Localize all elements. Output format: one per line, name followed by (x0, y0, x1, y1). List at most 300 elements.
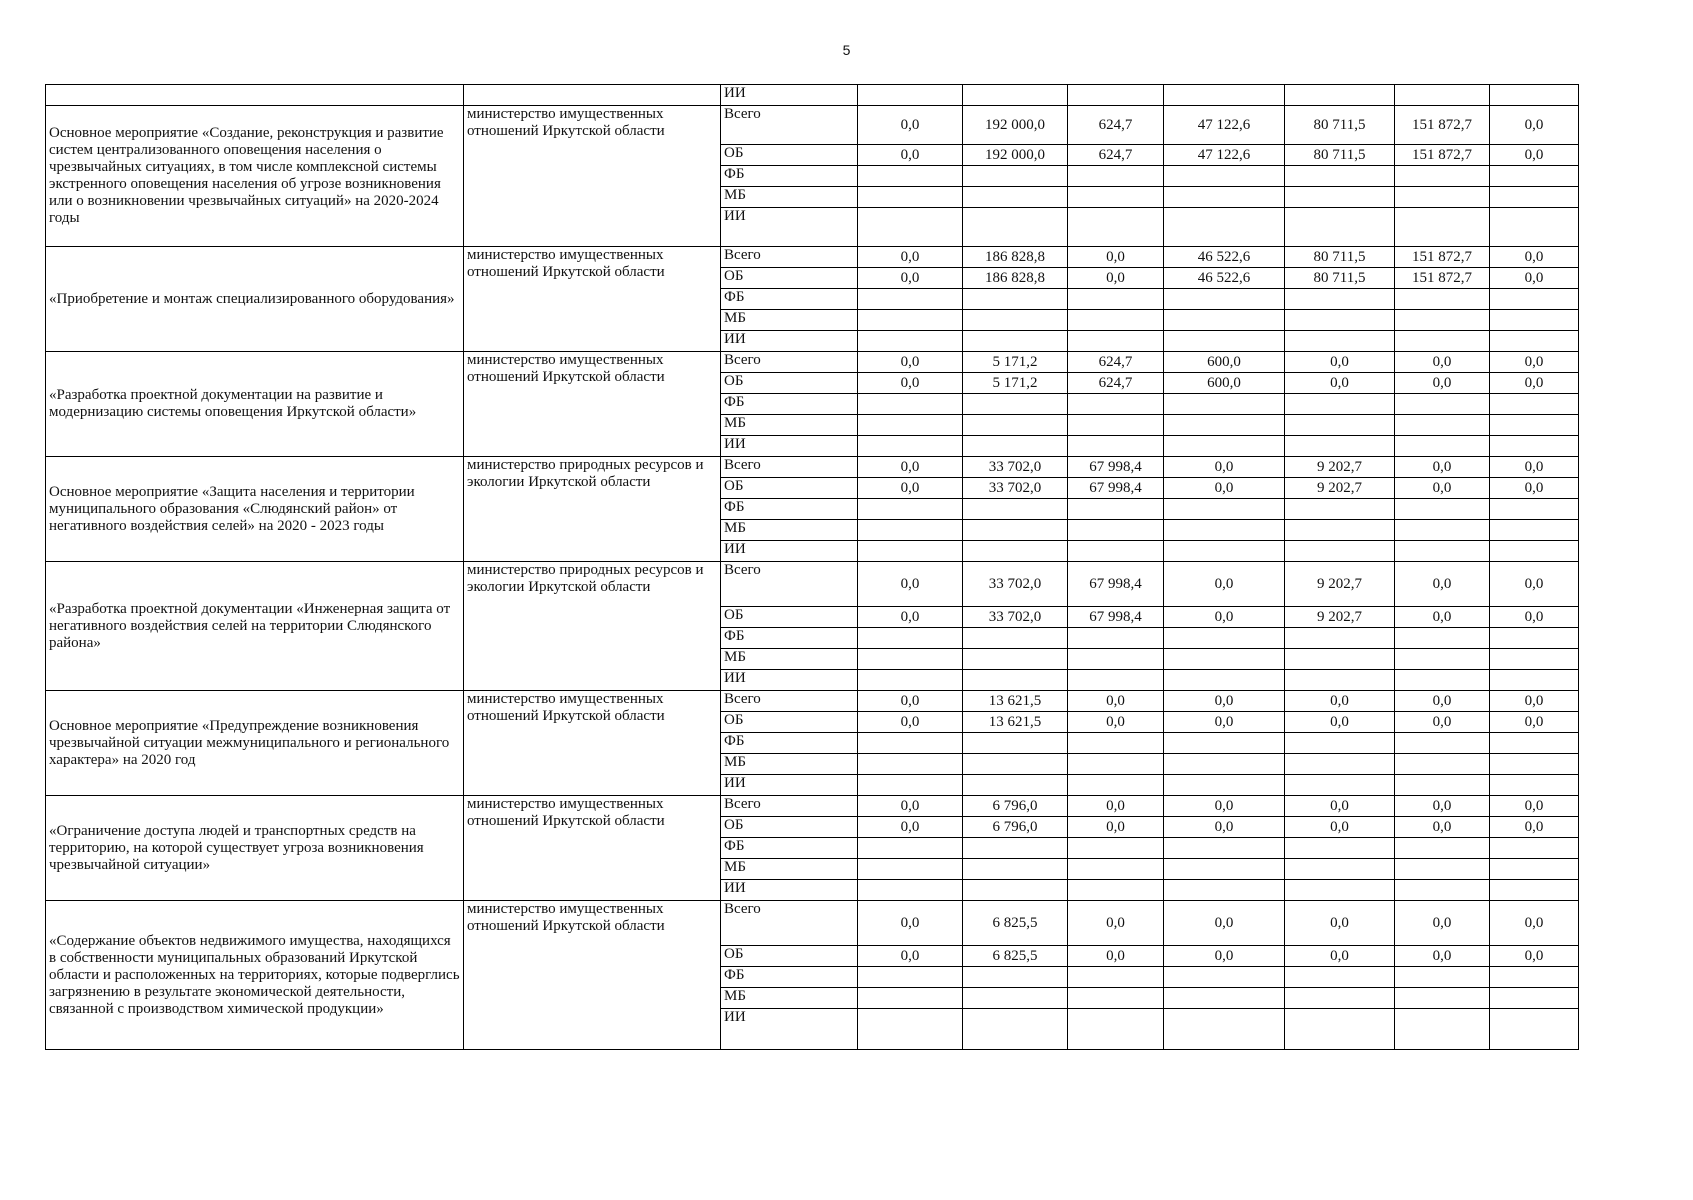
amount-cell (858, 331, 963, 352)
amount-cell (1395, 436, 1490, 457)
amount-cell (1490, 394, 1579, 415)
amount-cell (1285, 187, 1395, 208)
amount-cell (1068, 880, 1164, 901)
amount-cell (963, 859, 1068, 880)
amount-cell (963, 670, 1068, 691)
funding-source-cell: ИИ (721, 880, 858, 901)
amount-cell: 9 202,7 (1285, 607, 1395, 628)
amount-cell: 0,0 (1068, 946, 1164, 967)
funding-source-cell: Всего (721, 691, 858, 712)
amount-cell (1068, 436, 1164, 457)
amount-cell: 0,0 (1285, 352, 1395, 373)
amount-cell: 0,0 (1164, 607, 1285, 628)
amount-cell (1164, 208, 1285, 247)
amount-cell: 0,0 (1490, 712, 1579, 733)
amount-cell: 0,0 (1068, 712, 1164, 733)
amount-cell: 0,0 (1164, 691, 1285, 712)
amount-cell (1164, 499, 1285, 520)
amount-cell: 6 825,5 (963, 901, 1068, 946)
amount-cell (963, 208, 1068, 247)
budget-table (45, 84, 1579, 1050)
amount-cell: 0,0 (858, 268, 963, 289)
executor-cell: министерство имущественных отношений Иркутской области (464, 247, 721, 352)
amount-cell (1490, 859, 1579, 880)
amount-cell (858, 967, 963, 988)
amount-cell (1068, 415, 1164, 436)
amount-cell: 80 711,5 (1285, 268, 1395, 289)
amount-cell (963, 289, 1068, 310)
amount-cell (1164, 733, 1285, 754)
amount-cell (1285, 310, 1395, 331)
funding-source-cell: Всего (721, 247, 858, 268)
funding-source-cell: ИИ (721, 208, 858, 247)
amount-cell: 33 702,0 (963, 562, 1068, 607)
amount-cell (963, 436, 1068, 457)
amount-cell (963, 988, 1068, 1009)
amount-cell: 624,7 (1068, 373, 1164, 394)
amount-cell (1490, 754, 1579, 775)
funding-source-cell: Всего (721, 457, 858, 478)
funding-source-cell: ОБ (721, 145, 858, 166)
amount-cell: 0,0 (1395, 457, 1490, 478)
amount-cell (1068, 541, 1164, 562)
amount-cell: 192 000,0 (963, 145, 1068, 166)
funding-source-cell: ИИ (721, 775, 858, 796)
amount-cell: 0,0 (1164, 946, 1285, 967)
funding-source-cell: ИИ (721, 436, 858, 457)
amount-cell (1285, 775, 1395, 796)
amount-cell: 0,0 (858, 796, 963, 817)
amount-cell (1164, 628, 1285, 649)
executor-cell: министерство имущественных отношений Иркутской области (464, 352, 721, 457)
amount-cell (1395, 838, 1490, 859)
amount-cell: 0,0 (1490, 901, 1579, 946)
amount-cell: 0,0 (1490, 457, 1579, 478)
amount-cell: 0,0 (858, 691, 963, 712)
amount-cell (1068, 859, 1164, 880)
amount-cell (858, 1009, 963, 1050)
amount-cell: 0,0 (1490, 106, 1579, 145)
amount-cell (1395, 775, 1490, 796)
amount-cell: 0,0 (1395, 946, 1490, 967)
amount-cell (858, 838, 963, 859)
funding-source-cell: ФБ (721, 499, 858, 520)
amount-cell (1285, 166, 1395, 187)
amount-cell: 0,0 (858, 946, 963, 967)
funding-source-cell: МБ (721, 649, 858, 670)
amount-cell: 0,0 (1285, 373, 1395, 394)
amount-cell (858, 208, 963, 247)
amount-cell (1164, 541, 1285, 562)
amount-cell: 0,0 (1068, 796, 1164, 817)
amount-cell (858, 85, 963, 106)
amount-cell: 0,0 (1395, 562, 1490, 607)
amount-cell: 80 711,5 (1285, 247, 1395, 268)
amount-cell (1068, 838, 1164, 859)
amount-cell (1490, 187, 1579, 208)
amount-cell (963, 733, 1068, 754)
amount-cell (1068, 754, 1164, 775)
amount-cell (963, 166, 1068, 187)
amount-cell (1395, 331, 1490, 352)
amount-cell (963, 967, 1068, 988)
amount-cell: 624,7 (1068, 352, 1164, 373)
amount-cell (1164, 967, 1285, 988)
amount-cell (1490, 289, 1579, 310)
amount-cell: 0,0 (1395, 373, 1490, 394)
event-name-cell: «Разработка проектной документации «Инженерная защита от негативного воздействия селей на территории Слюдянского района» (46, 562, 464, 691)
event-name-cell: «Содержание объектов недвижимого имущества, находящихся в собственности муниципальных образований Иркутской области и расположенных на территориях, которые подверглись загрязнению в результате экономической деятельности, связанной с производством химической продукции» (46, 901, 464, 1050)
amount-cell: 67 998,4 (1068, 607, 1164, 628)
amount-cell (1395, 649, 1490, 670)
amount-cell: 600,0 (1164, 352, 1285, 373)
amount-cell: 0,0 (1285, 712, 1395, 733)
amount-cell: 47 122,6 (1164, 145, 1285, 166)
amount-cell (1395, 520, 1490, 541)
amount-cell (1395, 85, 1490, 106)
amount-cell (1490, 733, 1579, 754)
amount-cell (1395, 1009, 1490, 1050)
amount-cell: 0,0 (858, 106, 963, 145)
amount-cell: 0,0 (1164, 457, 1285, 478)
amount-cell (1285, 499, 1395, 520)
amount-cell: 0,0 (1490, 352, 1579, 373)
amount-cell (858, 775, 963, 796)
funding-source-cell: МБ (721, 520, 858, 541)
funding-source-cell: МБ (721, 859, 858, 880)
amount-cell (1068, 1009, 1164, 1050)
amount-cell (1285, 331, 1395, 352)
event-name-cell: Основное мероприятие «Защита населения и территории муниципального образования «Слюдянский район» от негативного воздействия селей» на 2020 - 2023 годы (46, 457, 464, 562)
amount-cell (1490, 775, 1579, 796)
table-row (46, 457, 1579, 478)
amount-cell (1068, 628, 1164, 649)
executor-cell: министерство имущественных отношений Иркутской области (464, 106, 721, 247)
funding-source-cell: ФБ (721, 628, 858, 649)
amount-cell: 0,0 (1490, 145, 1579, 166)
funding-source-cell: МБ (721, 988, 858, 1009)
amount-cell: 0,0 (1068, 817, 1164, 838)
amount-cell (1285, 628, 1395, 649)
amount-cell (1285, 415, 1395, 436)
amount-cell (963, 310, 1068, 331)
amount-cell (858, 628, 963, 649)
amount-cell: 0,0 (1164, 817, 1285, 838)
amount-cell (1164, 310, 1285, 331)
amount-cell (1068, 394, 1164, 415)
amount-cell: 13 621,5 (963, 712, 1068, 733)
amount-cell (1395, 859, 1490, 880)
executor-cell: министерство природных ресурсов и экологии Иркутской области (464, 457, 721, 562)
funding-source-cell: МБ (721, 754, 858, 775)
amount-cell: 0,0 (1395, 352, 1490, 373)
amount-cell (1068, 649, 1164, 670)
amount-cell (1164, 1009, 1285, 1050)
amount-cell (1068, 85, 1164, 106)
funding-source-cell: МБ (721, 187, 858, 208)
amount-cell (1490, 499, 1579, 520)
amount-cell: 33 702,0 (963, 457, 1068, 478)
amount-cell: 0,0 (1490, 796, 1579, 817)
amount-cell (1395, 880, 1490, 901)
amount-cell: 0,0 (1490, 946, 1579, 967)
event-name-cell (46, 85, 464, 106)
amount-cell (1490, 880, 1579, 901)
amount-cell: 0,0 (1395, 691, 1490, 712)
amount-cell (858, 394, 963, 415)
amount-cell (963, 880, 1068, 901)
amount-cell (1068, 310, 1164, 331)
amount-cell: 0,0 (858, 901, 963, 946)
table-row (46, 691, 1579, 712)
amount-cell (963, 754, 1068, 775)
amount-cell: 0,0 (858, 607, 963, 628)
amount-cell: 67 998,4 (1068, 457, 1164, 478)
amount-cell (1285, 670, 1395, 691)
amount-cell: 0,0 (1395, 607, 1490, 628)
amount-cell: 0,0 (1285, 796, 1395, 817)
amount-cell: 5 171,2 (963, 373, 1068, 394)
amount-cell: 0,0 (1490, 247, 1579, 268)
amount-cell: 600,0 (1164, 373, 1285, 394)
amount-cell (1285, 1009, 1395, 1050)
amount-cell (1490, 967, 1579, 988)
amount-cell (1490, 541, 1579, 562)
amount-cell: 624,7 (1068, 145, 1164, 166)
amount-cell (1395, 187, 1490, 208)
amount-cell (1164, 880, 1285, 901)
table-row (46, 352, 1579, 373)
amount-cell (963, 541, 1068, 562)
funding-source-cell: ИИ (721, 1009, 858, 1050)
amount-cell (1068, 670, 1164, 691)
funding-source-cell: ФБ (721, 166, 858, 187)
amount-cell (1164, 520, 1285, 541)
amount-cell (858, 187, 963, 208)
funding-source-cell: ФБ (721, 733, 858, 754)
amount-cell (1068, 166, 1164, 187)
amount-cell: 151 872,7 (1395, 268, 1490, 289)
amount-cell: 0,0 (1164, 562, 1285, 607)
amount-cell: 0,0 (1285, 901, 1395, 946)
amount-cell (1164, 331, 1285, 352)
table-row (46, 247, 1579, 268)
amount-cell (1490, 310, 1579, 331)
amount-cell (1490, 838, 1579, 859)
amount-cell: 0,0 (1490, 478, 1579, 499)
amount-cell (1395, 499, 1490, 520)
amount-cell: 0,0 (858, 478, 963, 499)
amount-cell: 9 202,7 (1285, 478, 1395, 499)
amount-cell (858, 754, 963, 775)
event-name-cell: Основное мероприятие «Предупреждение возникновения чрезвычайной ситуации межмуниципального и регионального характера» на 2020 год (46, 691, 464, 796)
amount-cell: 0,0 (858, 562, 963, 607)
amount-cell (1068, 733, 1164, 754)
amount-cell: 9 202,7 (1285, 562, 1395, 607)
amount-cell: 192 000,0 (963, 106, 1068, 145)
amount-cell (1285, 988, 1395, 1009)
executor-cell: министерство имущественных отношений Иркутской области (464, 796, 721, 901)
amount-cell: 0,0 (1490, 607, 1579, 628)
amount-cell (1068, 520, 1164, 541)
amount-cell (1490, 670, 1579, 691)
event-name-cell: «Разработка проектной документации на развитие и модернизацию системы оповещения Иркутской области» (46, 352, 464, 457)
amount-cell (1068, 499, 1164, 520)
amount-cell: 6 796,0 (963, 796, 1068, 817)
amount-cell (963, 394, 1068, 415)
funding-source-cell: ОБ (721, 478, 858, 499)
amount-cell (1164, 754, 1285, 775)
amount-cell: 0,0 (1068, 901, 1164, 946)
amount-cell (1285, 754, 1395, 775)
amount-cell (1395, 988, 1490, 1009)
amount-cell (1068, 289, 1164, 310)
amount-cell: 0,0 (858, 247, 963, 268)
amount-cell (1490, 85, 1579, 106)
amount-cell (1285, 85, 1395, 106)
amount-cell: 0,0 (1490, 691, 1579, 712)
amount-cell (858, 649, 963, 670)
funding-source-cell: Всего (721, 901, 858, 946)
amount-cell: 33 702,0 (963, 607, 1068, 628)
amount-cell (963, 838, 1068, 859)
amount-cell (1068, 208, 1164, 247)
table-row (46, 85, 1579, 106)
executor-cell: министерство имущественных отношений Иркутской области (464, 901, 721, 1050)
funding-source-cell: ОБ (721, 817, 858, 838)
funding-source-cell: Всего (721, 352, 858, 373)
amount-cell (1164, 838, 1285, 859)
amount-cell (1164, 415, 1285, 436)
funding-source-cell: ИИ (721, 85, 858, 106)
amount-cell (1395, 541, 1490, 562)
amount-cell (1164, 394, 1285, 415)
funding-source-cell: МБ (721, 310, 858, 331)
amount-cell (1068, 331, 1164, 352)
page-number: 5 (842, 42, 851, 58)
amount-cell (1068, 967, 1164, 988)
amount-cell (858, 415, 963, 436)
amount-cell (963, 499, 1068, 520)
funding-source-cell: ФБ (721, 967, 858, 988)
amount-cell (1285, 649, 1395, 670)
amount-cell (1395, 394, 1490, 415)
amount-cell (1285, 733, 1395, 754)
amount-cell: 9 202,7 (1285, 457, 1395, 478)
amount-cell: 0,0 (858, 352, 963, 373)
amount-cell (1068, 988, 1164, 1009)
amount-cell: 0,0 (1395, 817, 1490, 838)
amount-cell (1490, 331, 1579, 352)
amount-cell (1490, 520, 1579, 541)
amount-cell (1395, 754, 1490, 775)
amount-cell (1164, 775, 1285, 796)
amount-cell (1164, 670, 1285, 691)
amount-cell: 0,0 (858, 457, 963, 478)
funding-source-cell: Всего (721, 106, 858, 145)
amount-cell (1164, 187, 1285, 208)
amount-cell: 67 998,4 (1068, 562, 1164, 607)
funding-source-cell: ФБ (721, 838, 858, 859)
amount-cell (1285, 436, 1395, 457)
amount-cell: 151 872,7 (1395, 247, 1490, 268)
amount-cell (858, 541, 963, 562)
amount-cell (1395, 310, 1490, 331)
amount-cell: 0,0 (858, 817, 963, 838)
executor-cell (464, 85, 721, 106)
amount-cell: 0,0 (1164, 796, 1285, 817)
funding-source-cell: ФБ (721, 394, 858, 415)
funding-source-cell: ОБ (721, 373, 858, 394)
amount-cell (1164, 85, 1285, 106)
amount-cell (1490, 208, 1579, 247)
amount-cell: 0,0 (1490, 817, 1579, 838)
amount-cell (1395, 733, 1490, 754)
amount-cell: 0,0 (1164, 901, 1285, 946)
amount-cell (1164, 649, 1285, 670)
amount-cell (963, 775, 1068, 796)
amount-cell (963, 628, 1068, 649)
amount-cell: 151 872,7 (1395, 145, 1490, 166)
amount-cell: 80 711,5 (1285, 106, 1395, 145)
amount-cell: 0,0 (1068, 247, 1164, 268)
amount-cell (1285, 208, 1395, 247)
event-name-cell: «Приобретение и монтаж специализированного оборудования» (46, 247, 464, 352)
amount-cell (1164, 859, 1285, 880)
executor-cell: министерство имущественных отношений Иркутской области (464, 691, 721, 796)
amount-cell: 186 828,8 (963, 268, 1068, 289)
amount-cell (963, 187, 1068, 208)
amount-cell: 0,0 (1068, 691, 1164, 712)
amount-cell (1490, 166, 1579, 187)
amount-cell (1490, 1009, 1579, 1050)
amount-cell (963, 415, 1068, 436)
amount-cell (858, 733, 963, 754)
amount-cell: 46 522,6 (1164, 247, 1285, 268)
amount-cell: 0,0 (1164, 712, 1285, 733)
amount-cell: 0,0 (858, 145, 963, 166)
amount-cell: 33 702,0 (963, 478, 1068, 499)
amount-cell: 186 828,8 (963, 247, 1068, 268)
amount-cell (963, 649, 1068, 670)
amount-cell (858, 289, 963, 310)
amount-cell (858, 880, 963, 901)
amount-cell: 47 122,6 (1164, 106, 1285, 145)
amount-cell (1490, 628, 1579, 649)
amount-cell (1395, 670, 1490, 691)
amount-cell: 13 621,5 (963, 691, 1068, 712)
amount-cell (1490, 649, 1579, 670)
amount-cell: 0,0 (1395, 796, 1490, 817)
amount-cell: 151 872,7 (1395, 106, 1490, 145)
amount-cell (858, 859, 963, 880)
funding-source-cell: ОБ (721, 607, 858, 628)
amount-cell: 6 796,0 (963, 817, 1068, 838)
amount-cell: 0,0 (1164, 478, 1285, 499)
amount-cell: 0,0 (858, 373, 963, 394)
amount-cell: 0,0 (1285, 946, 1395, 967)
amount-cell (1164, 436, 1285, 457)
amount-cell: 0,0 (1285, 691, 1395, 712)
amount-cell (1068, 187, 1164, 208)
funding-source-cell: ОБ (721, 946, 858, 967)
amount-cell (1395, 628, 1490, 649)
amount-cell: 0,0 (1068, 268, 1164, 289)
amount-cell (963, 331, 1068, 352)
amount-cell (1395, 967, 1490, 988)
amount-cell: 6 825,5 (963, 946, 1068, 967)
amount-cell (1395, 166, 1490, 187)
